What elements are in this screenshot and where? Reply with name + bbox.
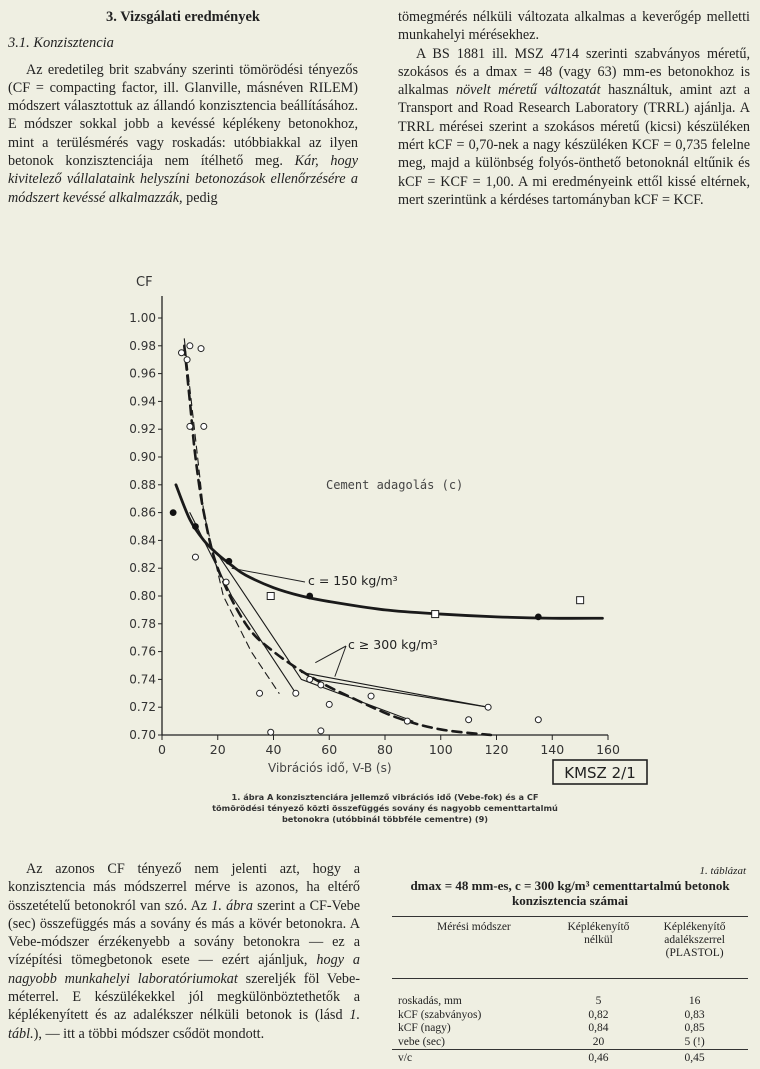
data-point-filled [535, 613, 542, 620]
data-point-open [404, 718, 410, 724]
y-tick-label: 0.70 [129, 728, 156, 742]
paragraph [8, 860, 360, 1043]
y-tick-label: 0.82 [129, 561, 156, 576]
data-point-open [318, 682, 324, 688]
x-tick-label: 160 [596, 742, 620, 757]
y-tick-label: 0.76 [129, 644, 156, 659]
table-cell: 0,46 [556, 1050, 641, 1066]
table-number: 1. táblázat [699, 865, 746, 877]
series-line-3 [190, 513, 296, 694]
data-point-open [187, 423, 193, 429]
text-run: szerint a CF-Vebe (sec) összefüggés más a sovány és más a kövér betonokra. A Vebe-módszer érzékenyebb a sovány betonokra — ez a vízépítési tömegbetonok esete — ezért ajánljuk, [8, 897, 361, 969]
table-cell: 5 (!) [684, 1035, 705, 1048]
table-row [392, 1036, 748, 1050]
data-point-square [577, 597, 584, 604]
left-column-top [8, 8, 358, 207]
data-point-open [307, 676, 313, 682]
x-tick-label: 60 [321, 742, 338, 757]
table-row [392, 979, 748, 1009]
x-tick-label: 100 [428, 742, 453, 757]
italic-text: növelt méretű változatát [455, 82, 601, 99]
table-cell: 0,84 [588, 1022, 609, 1034]
data-point-open [187, 343, 193, 349]
x-tick-label: 40 [265, 742, 282, 757]
chart-points [170, 343, 584, 735]
data-point-filled [170, 509, 177, 516]
table-row [392, 1022, 748, 1036]
data-point-open [293, 690, 299, 696]
text-run: használtuk, amint azt a Transport and Road Research Laboratory (TRRL) ajánlja. A TRRL mérései szerint a szokásos méretű (kicsi) készüléken mért kCF = 0,70-nek a nagy készüléken KCF = 0,735 felelne meg, majd a különbség folyós-önthető betonoknál eltűnik és kCF = KCF = 1,00. A mi eredményeink ettől kissé eltérnek, mert szerintünk a kérdéses tartományban kCF = KCF. [398, 82, 751, 208]
data-point-filled [306, 593, 313, 600]
text-run: pedig [186, 189, 218, 206]
data-point-open [179, 350, 185, 356]
table-cell: 16 [688, 995, 701, 1007]
section-heading: 3. Vizsgálati eredmények [106, 9, 260, 25]
data-point-open [184, 357, 190, 363]
paragraph [8, 61, 358, 207]
italic-text: Kár, hogy kivitelező vállalataink helyszíni betonozások ellenőrzésére a módszert kevéssé alkalmazzák, [8, 153, 358, 206]
y-tick-label: 0.72 [129, 700, 156, 715]
kmsz-tag: KMSZ 2/1 [564, 764, 636, 782]
y-tick-label: 0.88 [129, 477, 156, 492]
data-point-open [201, 423, 207, 429]
data-point-open [223, 579, 229, 585]
x-tick-label: 20 [209, 742, 226, 757]
italic-text: 1. tábl. [8, 1007, 361, 1042]
y-tick-label: 0.86 [129, 505, 156, 520]
data-point-square [432, 611, 439, 618]
table-cell: v/c [392, 1050, 556, 1066]
y-tick-label: 0.84 [129, 533, 156, 548]
series-line-0 [176, 485, 602, 619]
chart-series [176, 339, 602, 735]
data-point-open [535, 717, 541, 723]
series-line-2 [184, 339, 279, 693]
y-tick-label: 0.74 [129, 672, 156, 687]
data-point-open [326, 701, 332, 707]
table-cell: 0,85 [684, 1022, 705, 1034]
left-column-bottom [8, 860, 360, 1043]
y-tick-label: 0.96 [129, 366, 156, 381]
right-column-top [398, 8, 750, 209]
leader-line-c300 [335, 646, 346, 677]
y-tick-label: 0.92 [129, 422, 156, 437]
x-tick-label: 0 [158, 742, 166, 757]
italic-text: hogy a nagyobb munkahelyi laboratóriumokat [8, 952, 360, 987]
table-cell: 0,45 [641, 1050, 748, 1066]
text-run: szereljék föl Vebe-méterrel. E készülékekkel jól megkülönböztethetők a képlékenyített és az adalékszer nélküli betonok is (lásd [8, 970, 361, 1024]
data-point-open [466, 717, 472, 723]
table-header: Képlékenyítő adalékszerrel (PLASTOL) [641, 917, 748, 979]
series-label-c150: c = 150 kg/m³ [308, 573, 398, 588]
annotation-title: Cement adagolás (c) [326, 478, 464, 492]
y-tick-label: 0.98 [129, 338, 156, 353]
subsection-heading: 3.1. Konzisztencia [8, 35, 114, 52]
kmsz-tag-box [553, 760, 647, 784]
italic-text: 1. ábra [211, 897, 253, 914]
x-tick-label: 140 [540, 742, 565, 757]
table-cell: 20 [592, 1035, 605, 1048]
table-row [392, 1009, 748, 1023]
cf-vebe-chart [110, 268, 670, 788]
data-point-open [268, 729, 274, 735]
leader-line-c300 [315, 646, 346, 663]
table-header-row [392, 917, 748, 979]
consistency-table [392, 916, 748, 1066]
data-point-open [257, 690, 263, 696]
table-cell: 5 [595, 995, 602, 1007]
series-line-1 [184, 346, 491, 735]
table-header: Mérési módszer [392, 917, 556, 979]
data-point-filled [192, 523, 199, 530]
text-run: A BS 1881 ill. MSZ 4714 szerinti szabványos méretű, szokásos és a dmax = 48 (vagy 63) mm-es betonokhoz is alkalmas [398, 45, 750, 99]
y-tick-label: 0.94 [129, 394, 156, 409]
table-cell: kCF (szabványos) [398, 1008, 482, 1021]
table-cell: 0,82 [588, 1008, 609, 1021]
y-tick-label: 0.90 [129, 450, 156, 464]
text-run: ), — itt a többi módszer csődöt mondott. [33, 1025, 265, 1042]
table-cell: vebe (sec) [398, 1035, 445, 1048]
chart-axes [162, 296, 608, 735]
data-point-square [267, 593, 274, 600]
data-point-open [198, 346, 204, 352]
data-point-open [368, 693, 374, 699]
data-point-open [318, 728, 324, 734]
table-header: Képlékenyítő nélkül [556, 917, 641, 979]
table-cell: kCF (nagy) [398, 1022, 451, 1034]
x-tick-label: 120 [484, 742, 509, 757]
data-point-filled [226, 558, 233, 565]
text-run: Az eredetileg brit szabvány szerinti tömörödési tényezős (CF = compacting factor, ill. Glanville, másnéven RILEM) módszert választottuk az állandó konzisztencia beállításához. E módszer sokkal jobb a kevéssé képlékeny betonokhoz, mint a terülésmérés vagy roskadás: utóbbiakkal az ilyen betonok konzisztenciája nem ítélhető meg. [8, 61, 358, 170]
table-row [392, 1050, 748, 1066]
x-axis-label: Vibrációs idő, V-B (s) [268, 761, 392, 775]
paragraph: tömegmérés nélküli változata alkalmas a keverőgép melletti munkahelyi mérésekhez. [398, 9, 750, 44]
data-point-open [485, 704, 491, 710]
table-title: dmax = 48 mm-es, c = 300 kg/m³ cementtartalmú betonok konzisztencia számai [410, 878, 730, 908]
table-cell: roskadás, mm [398, 995, 462, 1007]
table-cell: 0,83 [684, 1008, 705, 1021]
paragraph [398, 45, 750, 210]
y-tick-label: 0.80 [129, 589, 156, 603]
series-label-c300: c ≥ 300 kg/m³ [348, 637, 438, 652]
figure-caption: 1. ábra A konzisztenciára jellemző vibrációs idő (Vebe-fok) és a CF tömörödési tényező közti összefüggés sovány és nagyobb cementtartalmú betonokra (utóbbinál többféle cementre) (9) [212, 792, 558, 824]
y-tick-label: 0.78 [129, 616, 156, 631]
chart-ticks [129, 311, 620, 757]
text-run: Az azonos CF tényező nem jelenti azt, hogy a konzisztencia más módszerrel mérve is azonos, ha eltérő összetételű betonokról van szó. Az [8, 861, 360, 914]
data-point-open [192, 554, 198, 560]
y-tick-label: 1.00 [129, 311, 156, 325]
x-tick-label: 80 [377, 742, 393, 757]
y-axis-label: CF [136, 275, 153, 290]
